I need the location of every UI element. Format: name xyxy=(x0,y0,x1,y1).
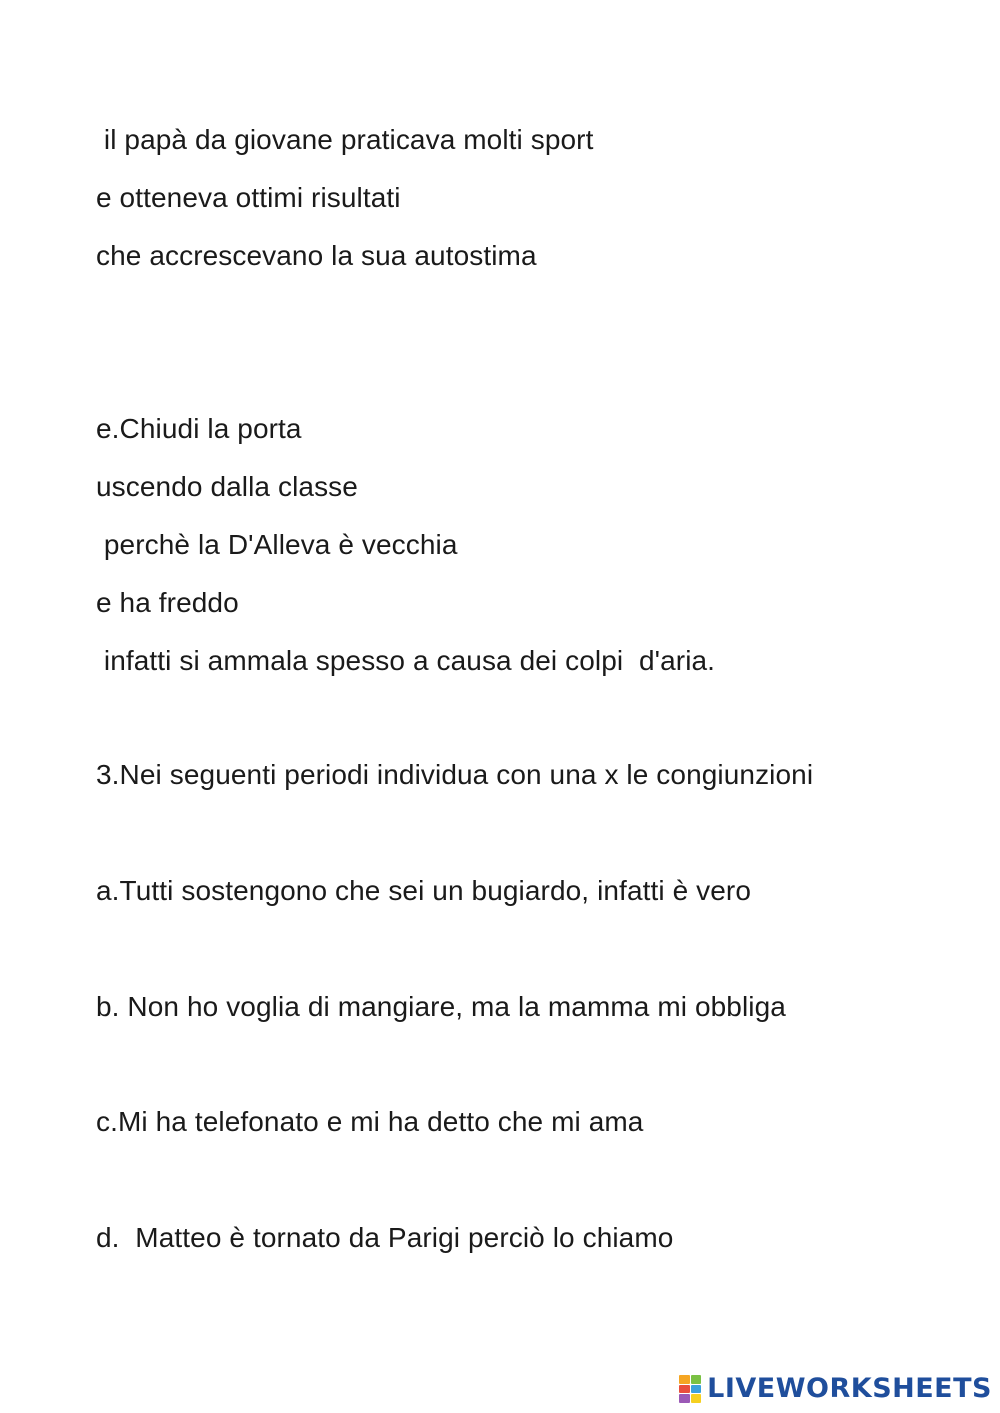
text-line-3: che accrescevano la sua autostima xyxy=(96,240,537,271)
text-line-6: perchè la D'Alleva è vecchia xyxy=(96,529,458,560)
text-line-7: e ha freddo xyxy=(96,587,239,618)
logo-text: LIVEWORKSHEETS xyxy=(707,1373,992,1404)
liveworksheets-logo xyxy=(679,1371,992,1407)
liveworksheets-logo-icon xyxy=(679,1375,701,1403)
sentence-d[interactable]: d. Matteo è tornato da Parigi perciò lo chiamo xyxy=(96,1222,674,1253)
sentence-a[interactable]: a.Tutti sostengono che sei un bugiardo, infatti è vero xyxy=(96,875,751,906)
exercise-heading: 3.Nei seguenti periodi individua con una x le congiunzioni xyxy=(96,759,814,790)
sentence-b[interactable]: b. Non ho voglia di mangiare, ma la mamma mi obbliga xyxy=(96,991,786,1022)
text-line-2: e otteneva ottimi risultati xyxy=(96,182,401,213)
text-line-1: il papà da giovane praticava molti sport xyxy=(96,124,594,155)
text-line-8: infatti si ammala spesso a causa dei colpi d'aria. xyxy=(96,645,716,676)
sentence-c[interactable]: c.Mi ha telefonato e mi ha detto che mi ama xyxy=(96,1106,644,1137)
text-line-4: e.Chiudi la porta xyxy=(96,413,302,444)
text-line-5: uscendo dalla classe xyxy=(96,471,358,502)
